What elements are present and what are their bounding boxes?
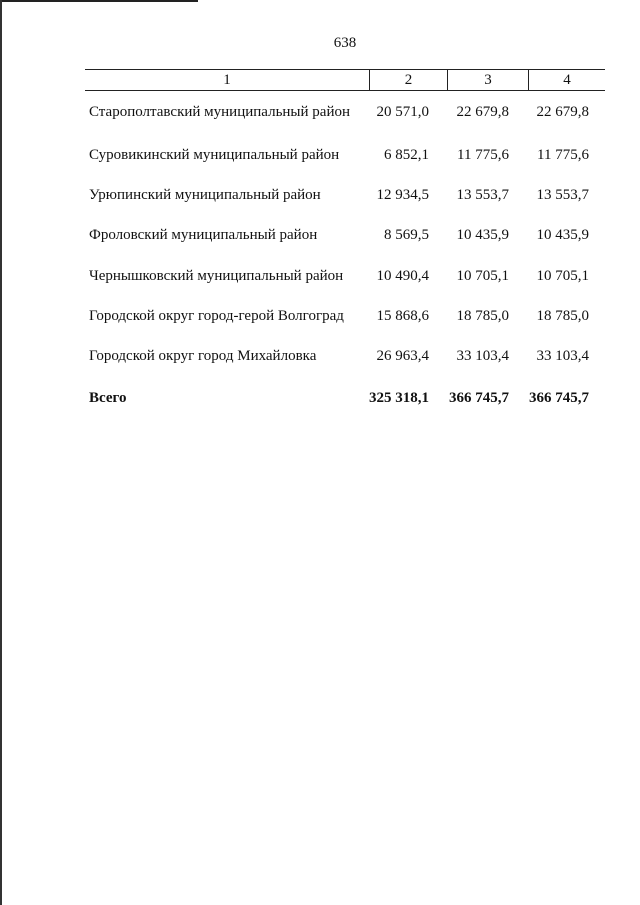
row-name: Городской округ город Михайловка xyxy=(89,348,317,364)
table-row xyxy=(85,227,605,247)
table-header xyxy=(85,69,605,91)
row-value-col3: 18 785,0 xyxy=(456,308,509,324)
row-value-col3: 22 679,8 xyxy=(456,104,509,120)
row-name: Фроловский муниципальный район xyxy=(89,227,318,243)
row-value-col3: 13 553,7 xyxy=(456,187,509,203)
row-value-col4: 10 705,1 xyxy=(536,268,589,284)
row-value-col4: 10 435,9 xyxy=(536,227,589,243)
scan-edge-left xyxy=(0,0,2,905)
row-value-col4: 33 103,4 xyxy=(536,348,589,364)
table-row xyxy=(85,268,605,288)
row-name: Городской округ город-герой Волгоград xyxy=(89,308,344,324)
table-total-row xyxy=(85,390,605,410)
row-value-col3: 10 435,9 xyxy=(456,227,509,243)
page-number: 638 xyxy=(333,35,357,51)
header-col-4: 4 xyxy=(563,72,571,88)
scan-edge-top xyxy=(0,0,198,2)
row-value-col4: 11 775,6 xyxy=(537,147,589,163)
row-value-col2: 6 852,1 xyxy=(384,147,429,163)
row-value-col2: 20 571,0 xyxy=(376,104,429,120)
row-name: Старополтавский муниципальный район xyxy=(89,104,350,120)
row-value-col4: 22 679,8 xyxy=(536,104,589,120)
row-value-col2: 12 934,5 xyxy=(376,187,429,203)
row-value-col2: 10 490,4 xyxy=(376,268,429,284)
table-row xyxy=(85,308,605,328)
row-value-col3: 10 705,1 xyxy=(456,268,509,284)
header-col-3: 3 xyxy=(484,72,492,88)
table-row xyxy=(85,147,605,167)
row-value-col4: 18 785,0 xyxy=(536,308,589,324)
row-value-col2: 8 569,5 xyxy=(384,227,429,243)
budget-table xyxy=(85,69,605,406)
header-col-2: 2 xyxy=(404,72,413,88)
row-value-col2: 15 868,6 xyxy=(376,308,429,324)
total-label: Всего xyxy=(89,390,127,406)
row-value-col3: 11 775,6 xyxy=(457,147,509,163)
row-name: Суровикинский муниципальный район xyxy=(89,147,340,163)
header-col-1: 1 xyxy=(223,72,231,88)
table-row xyxy=(85,187,605,207)
row-value-col2: 26 963,4 xyxy=(376,348,429,364)
total-value-col3: 366 745,7 xyxy=(449,390,509,406)
total-value-col4: 366 745,7 xyxy=(529,390,589,406)
table-row xyxy=(85,104,605,124)
table-row xyxy=(85,348,605,368)
row-value-col3: 33 103,4 xyxy=(456,348,509,364)
total-value-col2: 325 318,1 xyxy=(369,390,429,406)
row-value-col4: 13 553,7 xyxy=(536,187,589,203)
row-name: Урюпинский муниципальный район xyxy=(89,187,321,203)
row-name: Чернышковский муниципальный район xyxy=(89,268,344,284)
